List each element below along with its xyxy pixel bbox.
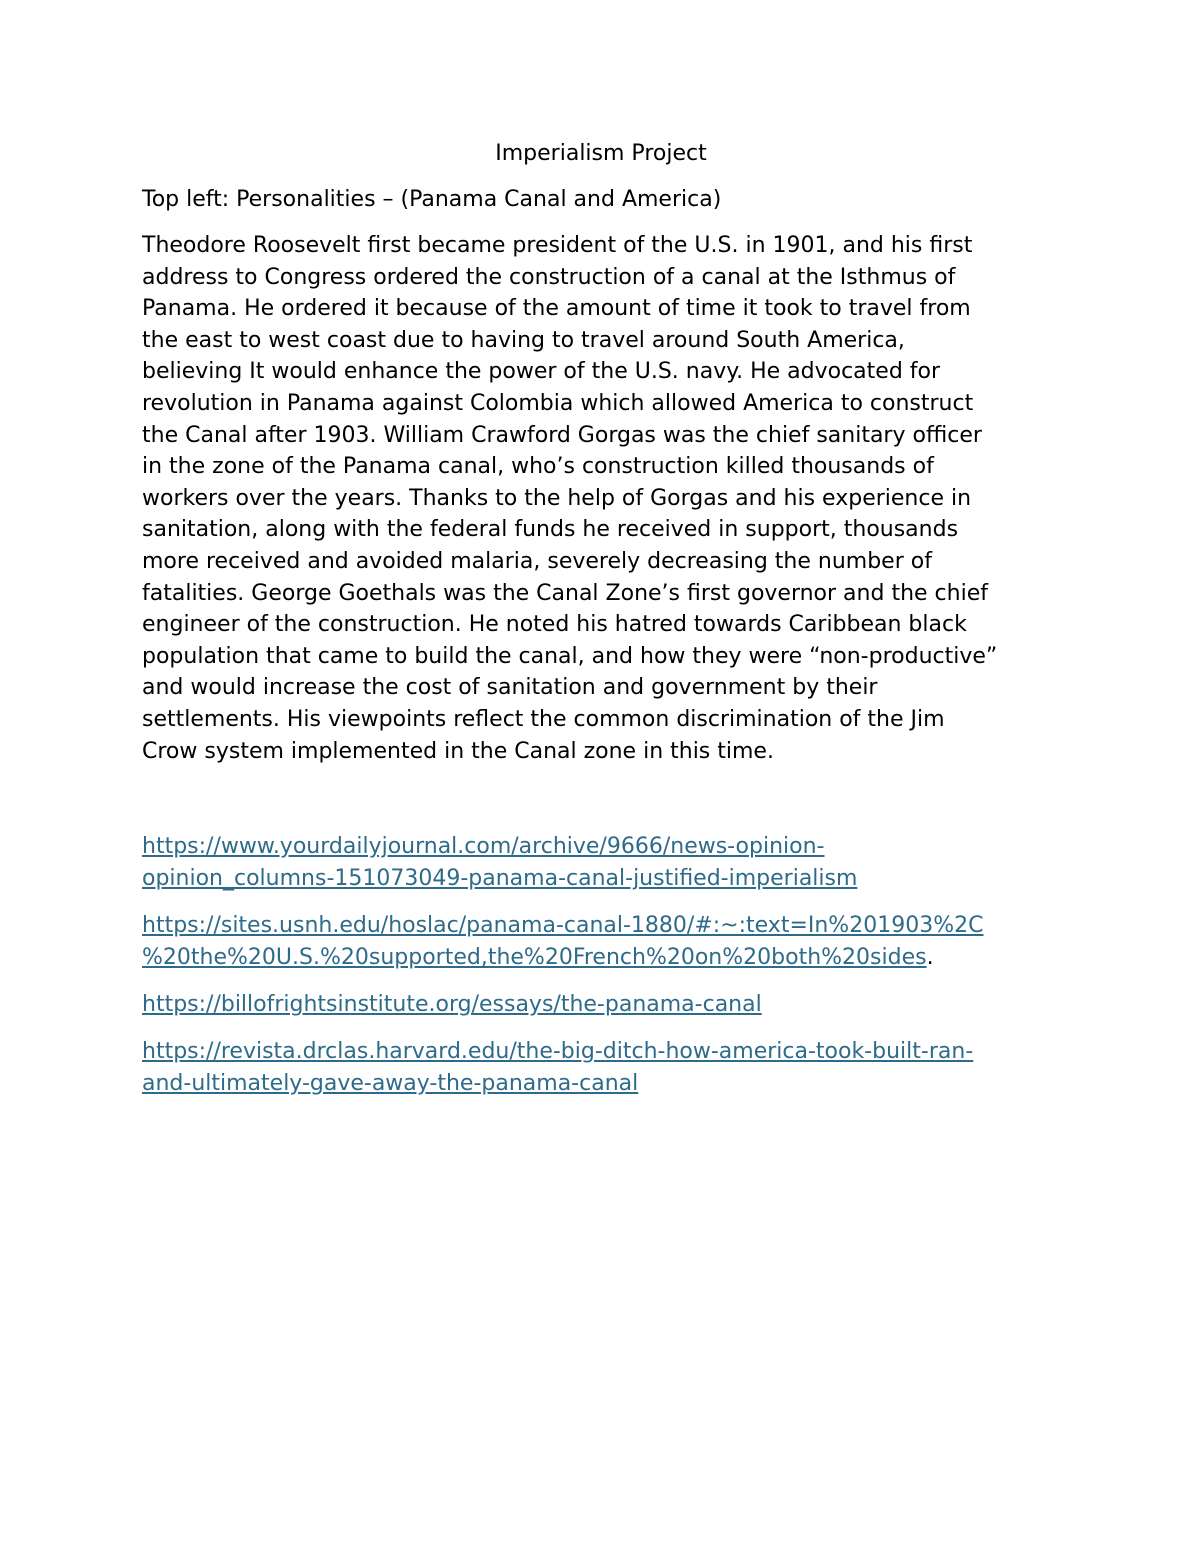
link-line[interactable]: https://www.yourdailyjournal.com/archive/9666/news-opinion- (142, 834, 825, 860)
link-line[interactable]: opinion_columns-151073049-panama-canal-justified-imperialism (142, 866, 858, 892)
body-line: workers over the years. Thanks to the help of Gorgas and his experience in (142, 485, 972, 511)
body-line: Crow system implemented in the Canal zone in this time. (142, 738, 774, 764)
reference-link-yourdailyjournal[interactable] (142, 831, 1060, 895)
reference-item (142, 831, 1060, 895)
body-line: revolution in Panama against Colombia which allowed America to construct (142, 390, 974, 416)
body-line: in the zone of the Panama canal, who’s construction killed thousands of (142, 454, 934, 480)
document-title: Imperialism Project (495, 141, 707, 166)
trailing-punctuation: . (926, 945, 934, 971)
document-page (142, 138, 1060, 1115)
reference-item (142, 1036, 1060, 1100)
reference-link-harvard-revista[interactable] (142, 1036, 1060, 1100)
body-line: Theodore Roosevelt first became president of the U.S. in 1901, and his first (142, 233, 973, 258)
body-line: more received and avoided malaria, severely decreasing the number of (142, 548, 932, 574)
body-line: the east to west coast due to having to travel around South America, (142, 327, 905, 353)
section-subheading: Top left: Personalities – (Panama Canal and America) (142, 187, 722, 212)
body-line: Panama. He ordered it because of the amount of time it took to travel from (142, 296, 971, 322)
link-line-wrapper (142, 942, 1060, 974)
body-line: settlements. His viewpoints reflect the common discrimination of the Jim (142, 706, 945, 732)
link-line[interactable]: https://billofrightsinstitute.org/essays/the-panama-canal (142, 992, 762, 1018)
reference-links (142, 831, 1060, 1100)
body-line: sanitation, along with the federal funds he received in support, thousands (142, 517, 959, 543)
body-paragraph (142, 230, 1060, 767)
body-line: believing It would enhance the power of the U.S. navy. He advocated for (142, 359, 941, 385)
body-line: fatalities. George Goethals was the Canal Zone’s first governor and the chief (142, 580, 988, 606)
body-line: address to Congress ordered the construction of a canal at the Isthmus of (142, 264, 956, 290)
link-line[interactable]: https://revista.drclas.harvard.edu/the-big-ditch-how-america-took-built-ran- (142, 1039, 974, 1065)
body-line: engineer of the construction. He noted his hatred towards Caribbean black (142, 612, 967, 638)
link-line-wrapper (142, 910, 1060, 942)
reference-link-usnh-continued[interactable]: %20the%20U.S.%20supported,the%20French%20on%20both%20sides (142, 945, 927, 971)
body-line: population that came to build the canal, and how they were “non-productive” (142, 643, 998, 669)
reference-item (142, 910, 1060, 974)
reference-link-billofrights[interactable] (142, 989, 1060, 1021)
body-line: the Canal after 1903. William Crawford Gorgas was the chief sanitary officer (142, 422, 982, 448)
reference-link-usnh[interactable]: https://sites.usnh.edu/hoslac/panama-canal-1880/#:~:text=In%201903%2C (142, 913, 984, 939)
body-line: and would increase the cost of sanitation and government by their (142, 675, 878, 701)
reference-item (142, 989, 1060, 1021)
link-line[interactable]: and-ultimately-gave-away-the-panama-canal (142, 1071, 639, 1097)
